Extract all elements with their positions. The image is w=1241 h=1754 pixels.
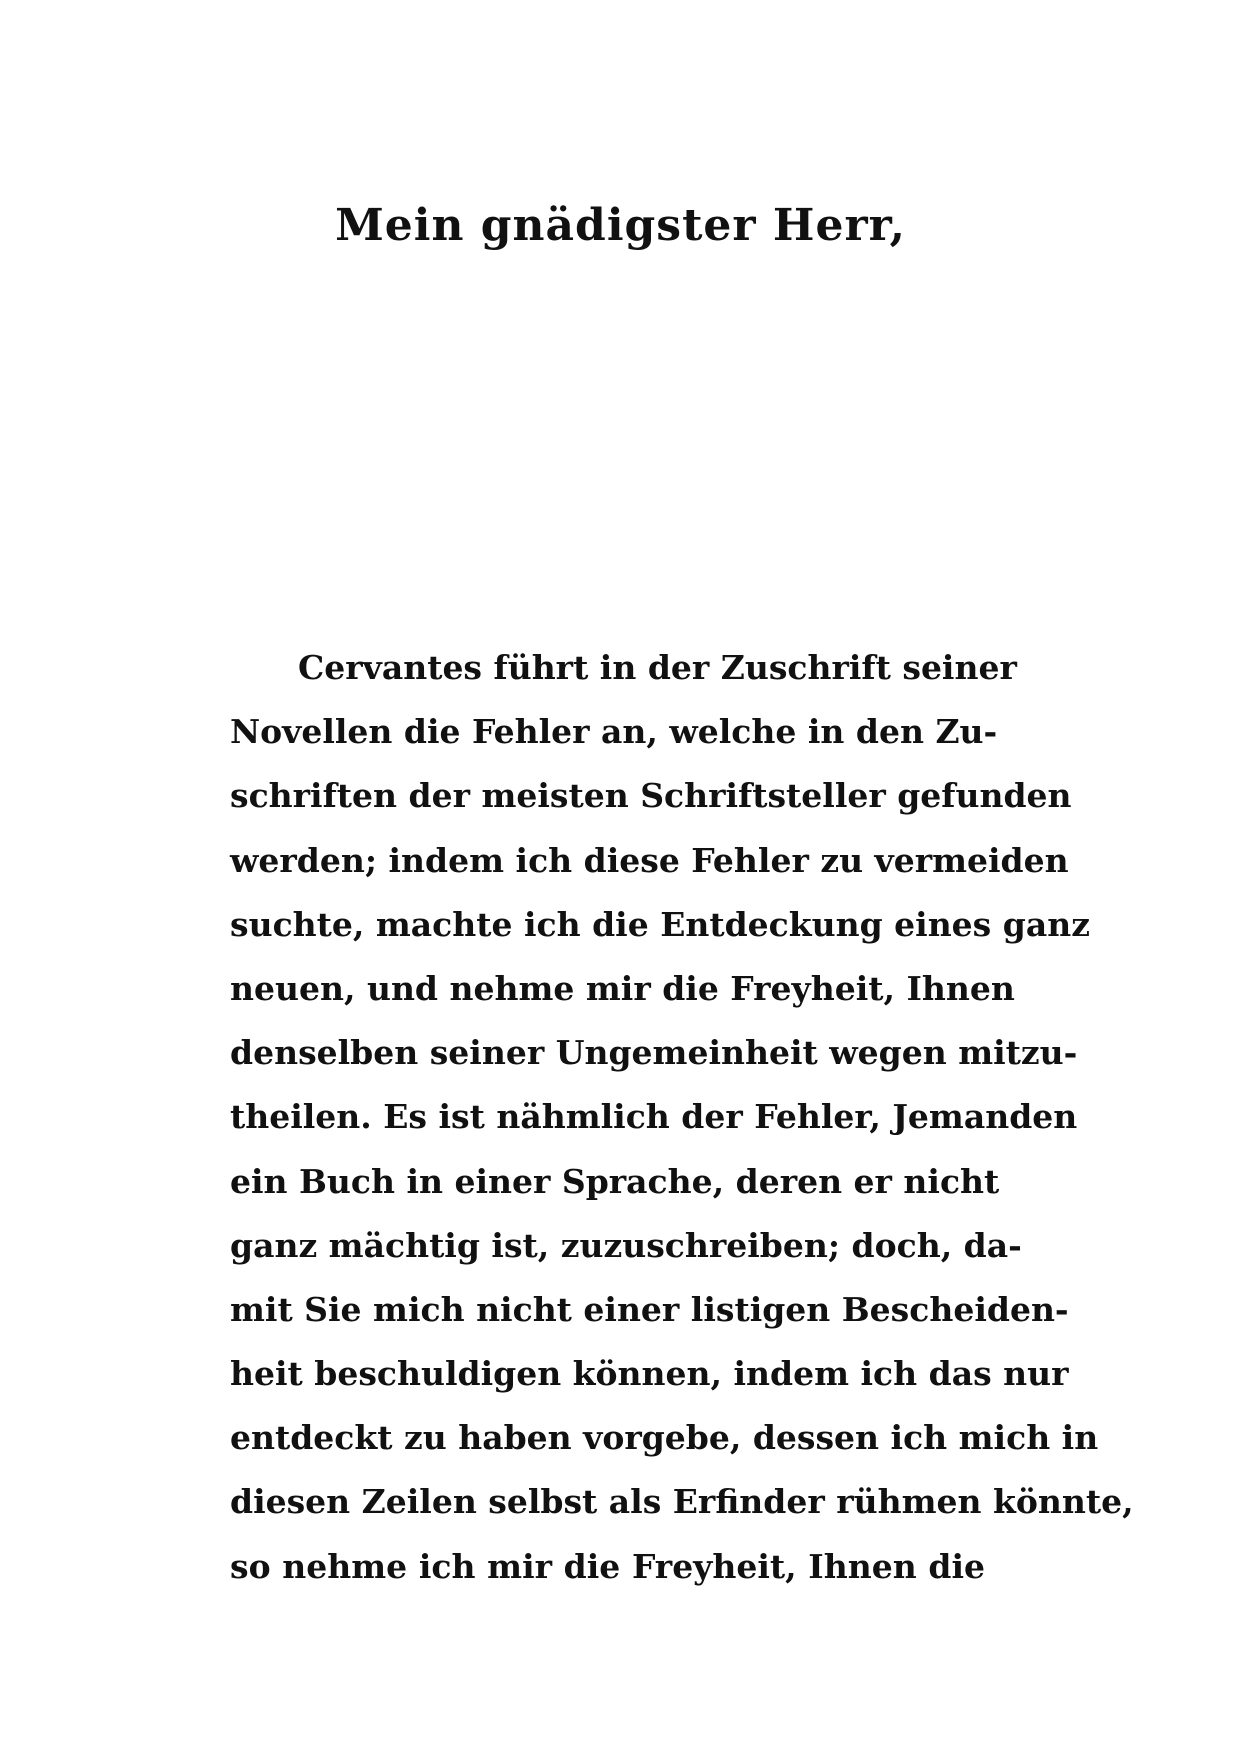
text-line: neuen, und nehme mir die Freyheit, Ihnen [230, 968, 1015, 1008]
text-line: heit beschuldigen können, indem ich das nur [230, 1354, 1069, 1394]
text-line: denselben seiner Ungemeinheit wegen mitzu- [230, 1033, 1078, 1073]
text-line: werden; indem ich diese Fehler zu vermeiden [230, 840, 1069, 880]
text-line: so nehme ich mir die Freyheit, Ihnen die [230, 1546, 985, 1586]
text-line: theilen. Es ist nähmlich der Fehler, Jemanden [230, 1097, 1078, 1137]
text-line: Novellen die Fehler an, welche in den Zu- [230, 712, 998, 752]
text-line: entdeckt zu haben vorgebe, dessen ich mich in [230, 1418, 1099, 1458]
text-line: Cervantes führt in der Zuschrift seiner [298, 648, 1017, 687]
body-paragraph [230, 636, 1134, 1599]
salutation-heading: Mein gnädigster Herr, [335, 200, 906, 251]
text-line: mit Sie mich nicht einer listigen Bescheiden- [230, 1289, 1069, 1329]
text-line: suchte, machte ich die Entdeckung eines ganz [230, 904, 1090, 944]
text-line: diesen Zeilen selbst als Erfinder rühmen könnte, [230, 1482, 1134, 1522]
text-line: schriften der meisten Schriftsteller gefunden [230, 776, 1072, 816]
text-line: ein Buch in einer Sprache, deren er nicht [230, 1161, 1000, 1201]
text-line: ganz mächtig ist, zuzuschreiben; doch, da- [230, 1225, 1022, 1265]
